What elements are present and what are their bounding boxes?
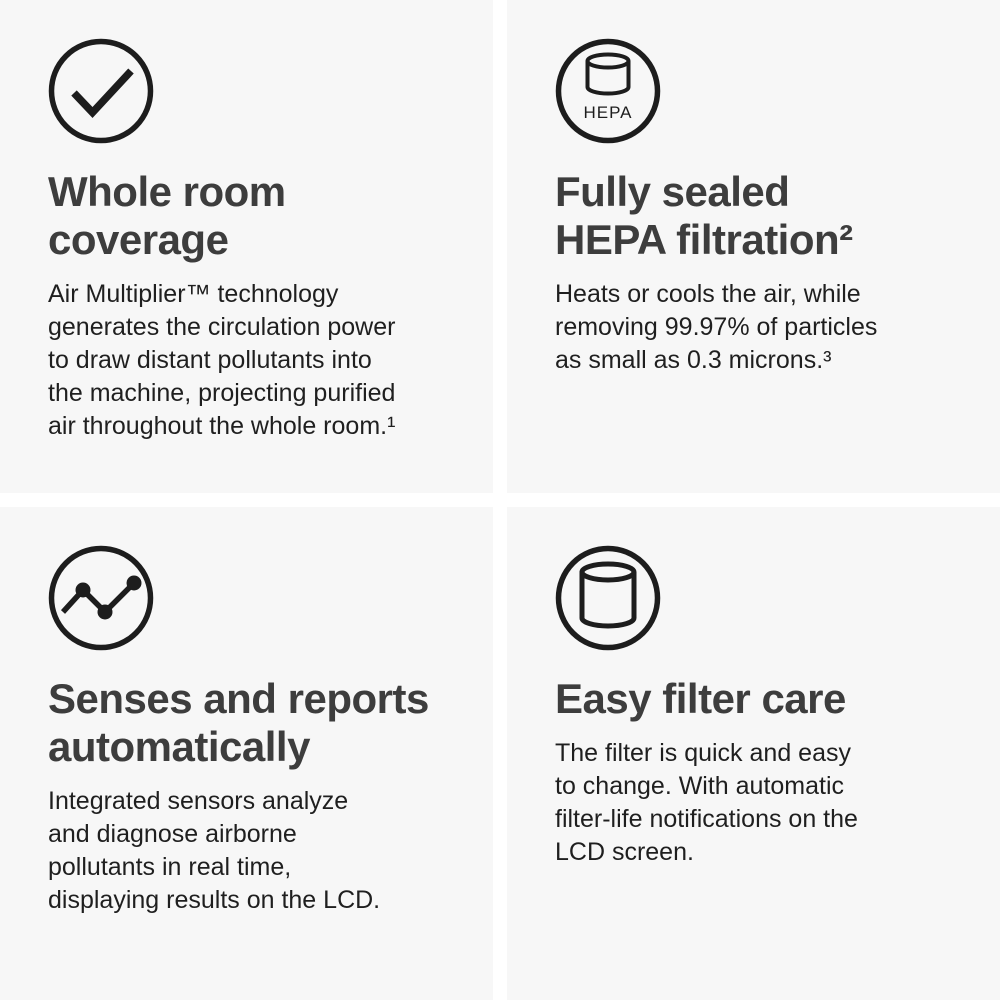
feature-heading: Whole room coverage [48, 168, 286, 263]
feature-card-whole-room-coverage [0, 0, 493, 493]
feature-heading: Senses and reports automatically [48, 675, 429, 770]
hepa-icon-label: HEPA [583, 103, 633, 122]
hepa-filter-icon [555, 38, 661, 144]
check-circle-icon [48, 38, 154, 144]
feature-heading: Easy filter care [555, 675, 846, 722]
feature-body: The filter is quick and easy to change. With automatic filter-life notifications on the LCD screen. [555, 739, 858, 866]
filter-cylinder-icon [555, 545, 661, 651]
feature-heading: Fully sealed HEPA filtration² [555, 168, 853, 263]
sensor-graph-icon [48, 545, 154, 651]
feature-card-senses-and-reports [0, 507, 493, 1000]
feature-body: Integrated sensors analyze and diagnose airborne pollutants in real time, displaying results on the LCD. [48, 787, 381, 914]
feature-body: Heats or cools the air, while removing 99.97% of particles as small as 0.3 microns.³ [555, 280, 878, 374]
feature-card-easy-filter-care [507, 507, 1000, 1000]
feature-card-fully-sealed-hepa-filtration [507, 0, 1000, 493]
feature-body: Air Multiplier™ technology generates the circulation power to draw distant pollutants into the machine, projecting purified air throughout the whole room.¹ [48, 280, 396, 440]
